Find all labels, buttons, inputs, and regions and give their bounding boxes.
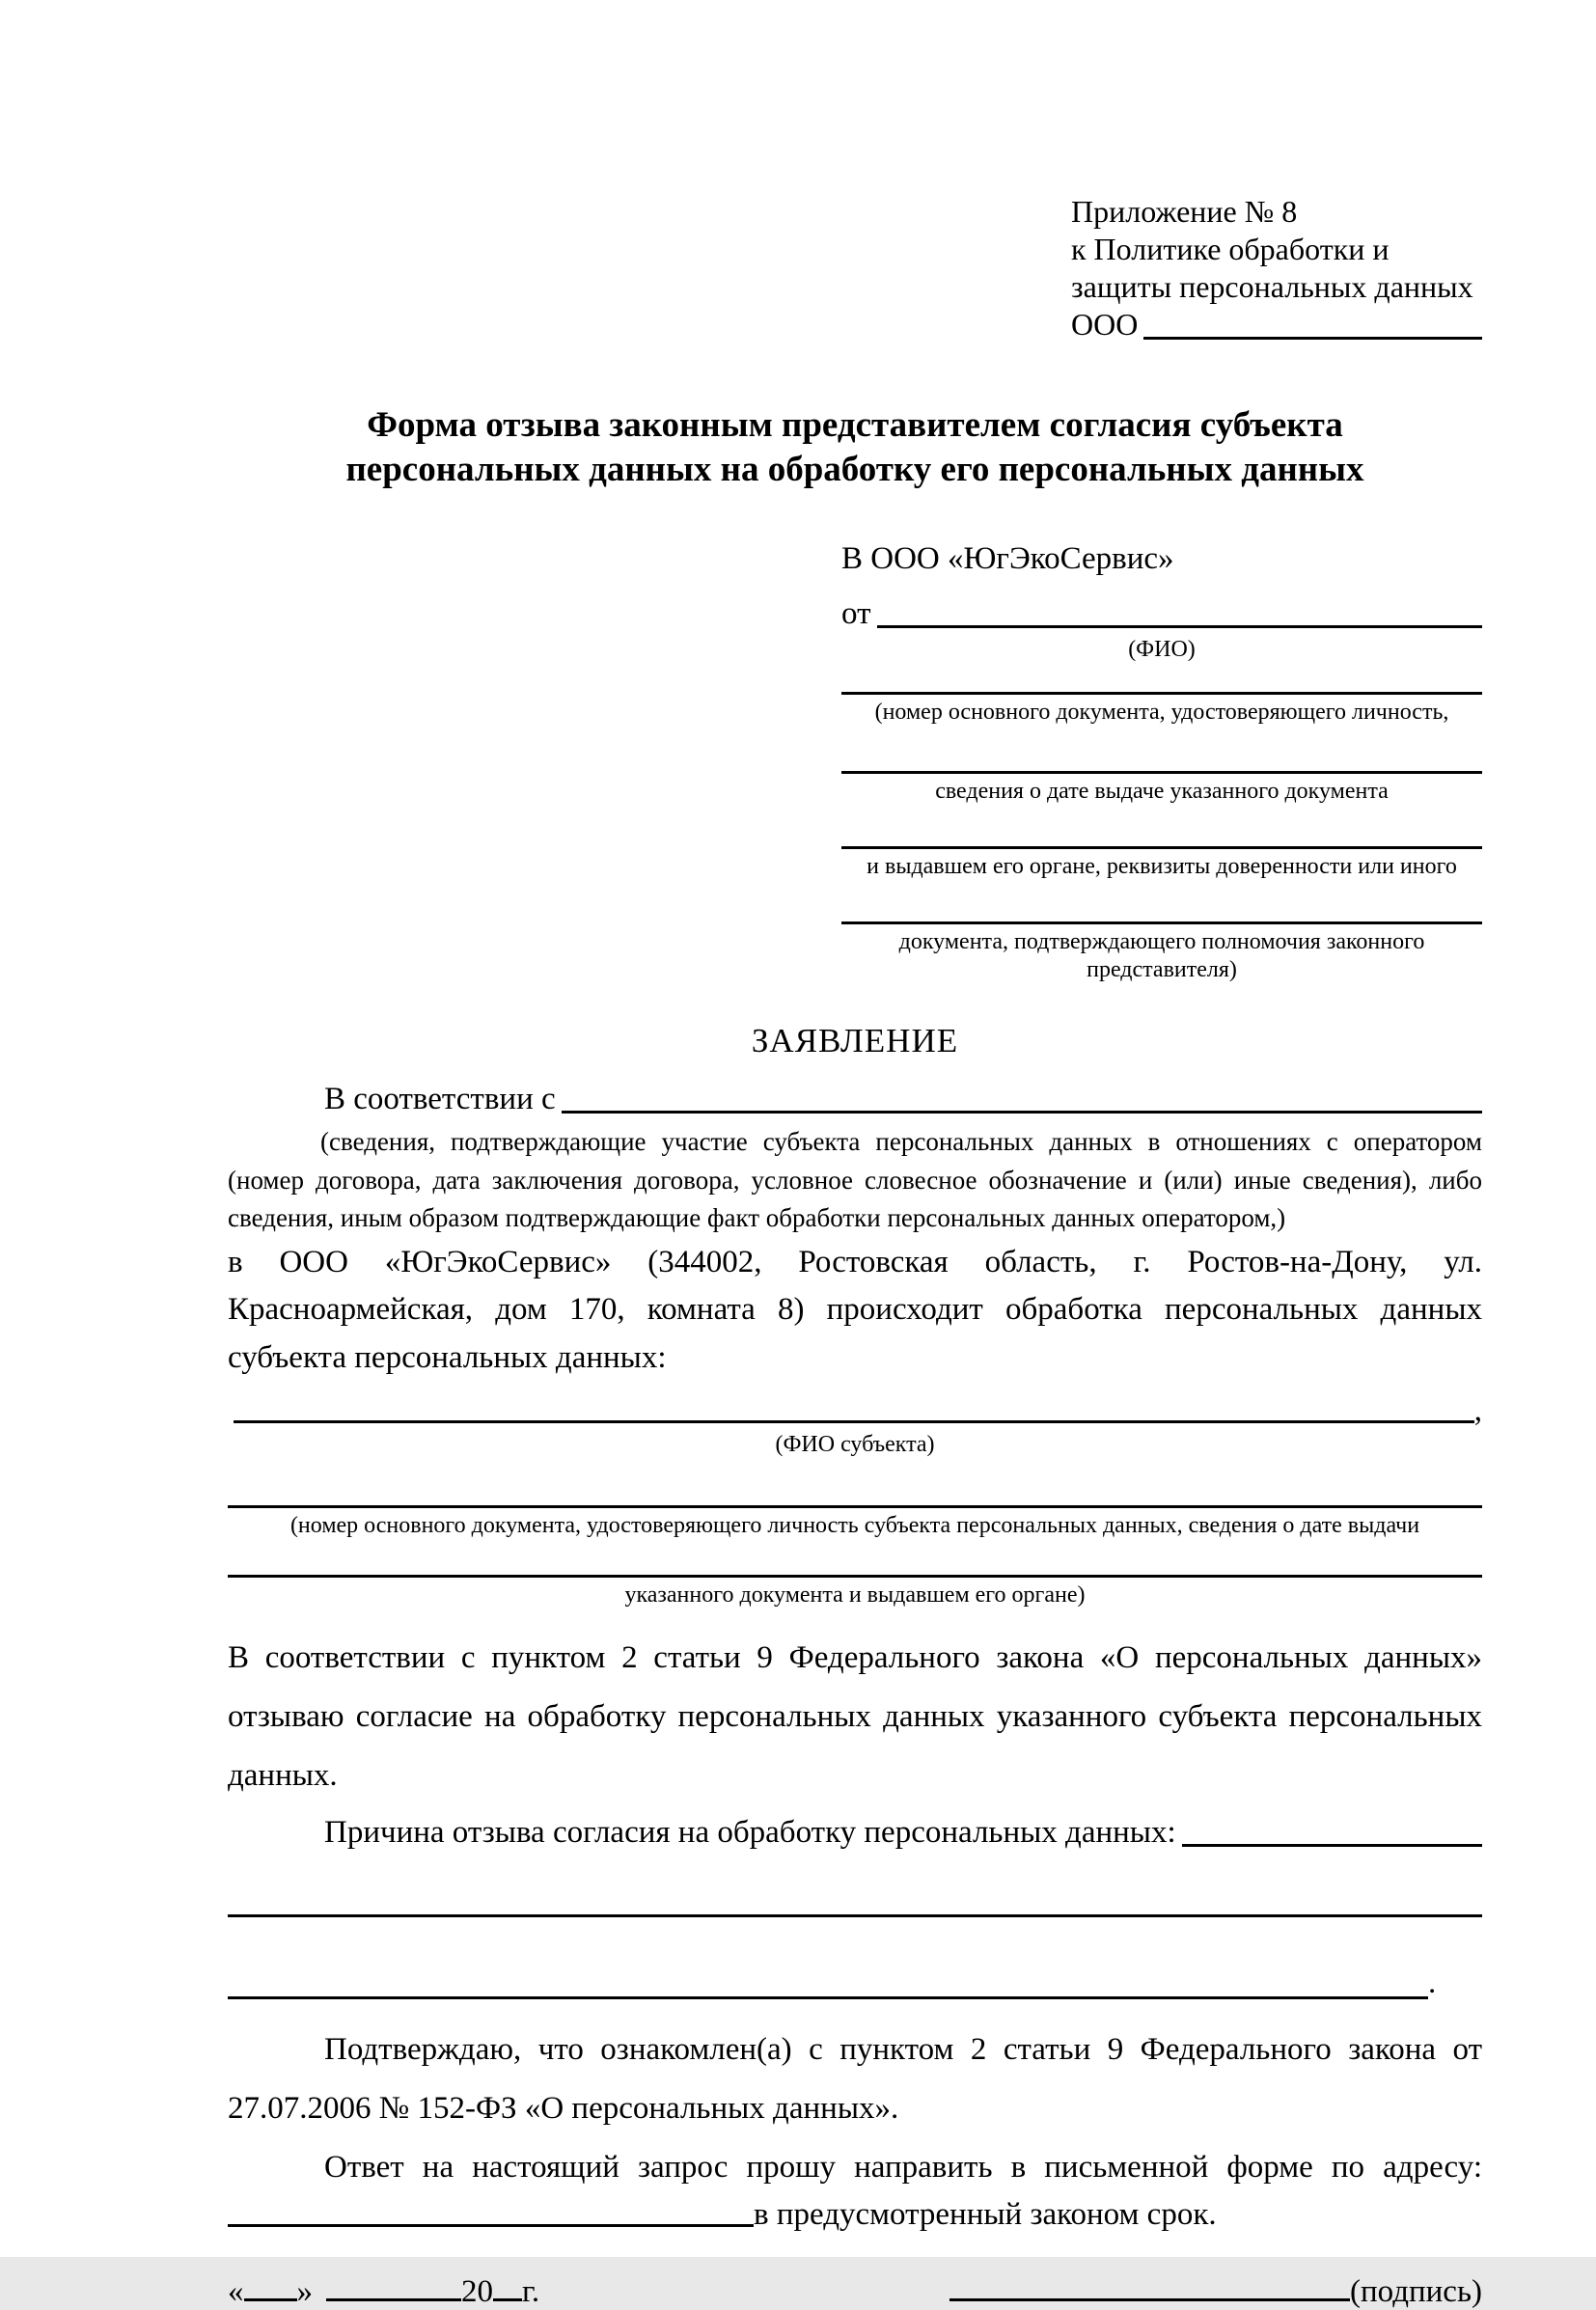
- subject-name-row: [228, 1395, 1482, 1427]
- reason-label: Причина отзыва согласия на обработку персональных данных:: [324, 1814, 1176, 1850]
- annex-ooo-row: [1071, 306, 1482, 344]
- from-row: [841, 596, 1482, 632]
- year-blank: [493, 2271, 522, 2301]
- subject-doc-caption-2: указанного документа и выдавшем его органе): [624, 1581, 1086, 1608]
- operator-paragraph: в ООО «ЮгЭкоСервис» (344002, Ростовская область, г. Ростов-на-Дону, ул. Красноармейская, дом 170, комната 8) происходит обработка персональных данных субъекта персональных данных:: [228, 1244, 1482, 1375]
- addressee-company: В ООО «ЮгЭкоСервис»: [841, 540, 1174, 576]
- rep-doc-caption-3: и выдавшем его органе, реквизиты доверенности или иного: [867, 854, 1457, 880]
- rep-doc-blank-1: [841, 674, 1482, 695]
- title-line-2: персональных данных на обработку его персональных данных: [345, 450, 1364, 490]
- from-name-blank: [877, 596, 1483, 628]
- company-name-blank: [1143, 306, 1482, 340]
- basis-prefix: В соответствии с: [324, 1082, 556, 1117]
- rep-doc-caption-1: (номер основного документа, удостоверяющего личность,: [874, 700, 1449, 726]
- reason-period: .: [1428, 1965, 1437, 2000]
- annex-block: [1071, 193, 1482, 344]
- document-content: [228, 193, 1482, 2310]
- reply-address-row: [228, 2197, 1482, 2233]
- date-field: [228, 2271, 539, 2310]
- basis-caption: (сведения, подтверждающие участие субъекта персональных данных в отношениях с оператором (номер договора, дата заключения договора, условное словесное обозначение и (или) иные сведения), либо сведения, иным образом подтверждающие факт обработки персональных данных оператором,): [228, 1127, 1482, 1232]
- signature-blank: [949, 2271, 1350, 2301]
- annex-ooo-label: ООО: [1071, 307, 1139, 343]
- reason-blank-inline: [1182, 1815, 1482, 1847]
- basis-blank: [562, 1082, 1482, 1114]
- signature-field: [949, 2271, 1482, 2310]
- reply-address-blank: [228, 2197, 754, 2227]
- rep-doc-caption-4: документа, подтверждающего полномочия законного представителя): [898, 928, 1425, 982]
- date-open-quote: «: [228, 2274, 244, 2310]
- confirmation-paragraph: Подтверждаю, что ознакомлен(а) с пунктом 2 статьи 9 Федерального закона от 27.07.2006 № 152-ФЗ «О персональных данных».: [228, 2031, 1482, 2126]
- day-blank: [244, 2271, 297, 2301]
- reason-blank-line-1: [228, 1897, 1482, 1917]
- subject-doc-blank-1: [228, 1488, 1482, 1508]
- footer-row: [228, 2271, 1482, 2310]
- subject-doc-blank-2: [228, 1557, 1482, 1578]
- reply-paragraph: Ответ на настоящий запрос прошу направить в письменной форме по адресу:: [324, 2149, 1482, 2185]
- rep-doc-blank-3: [841, 829, 1482, 849]
- rep-doc-blank-2: [841, 754, 1482, 774]
- date-close-quote: »: [296, 2274, 313, 2310]
- year-prefix: 20: [461, 2274, 493, 2310]
- document-title: [228, 403, 1482, 493]
- fio-caption: (ФИО): [1128, 636, 1196, 662]
- annex-line-2: к Политике обработки и: [1071, 232, 1390, 267]
- rep-doc-caption-2: сведения о дате выдаче указанного документа: [935, 779, 1389, 805]
- month-blank: [326, 2271, 461, 2301]
- reply-tail-text: в предусмотренный законом срок.: [754, 2197, 1217, 2232]
- from-label: от: [841, 595, 871, 631]
- subject-fio-caption: (ФИО субъекта): [775, 1432, 935, 1458]
- reason-row: [228, 1815, 1482, 1851]
- subject-doc-caption-1: (номер основного документа, удостоверяющего личность субъекта персональных данных, сведения о дате выдачи: [289, 1513, 1420, 1539]
- statement-heading: ЗАЯВЛЕНИЕ: [751, 1022, 959, 1060]
- basis-row: [228, 1082, 1482, 1117]
- title-line-1: Форма отзыва законным представителем согласия субъекта: [367, 405, 1343, 446]
- withdrawal-paragraph: В соответствии с пунктом 2 статьи 9 Федерального закона «О персональных данных» отзываю согласие на обработку персональных данных указанного субъекта персональных данных.: [228, 1639, 1482, 1793]
- signature-caption: (подпись): [1350, 2274, 1482, 2310]
- reason-blank-line-2: [228, 1967, 1428, 1999]
- reason-blank-row-2: [228, 1967, 1482, 1999]
- subject-name-blank: [234, 1395, 1474, 1423]
- addressee-block: [841, 541, 1482, 984]
- subject-name-comma: ,: [1473, 1393, 1482, 1429]
- annex-line-3: защиты персональных данных: [1071, 269, 1473, 305]
- rep-doc-blank-4: [841, 904, 1482, 924]
- year-suffix: г.: [522, 2274, 540, 2310]
- annex-line-1: Приложение № 8: [1071, 194, 1298, 229]
